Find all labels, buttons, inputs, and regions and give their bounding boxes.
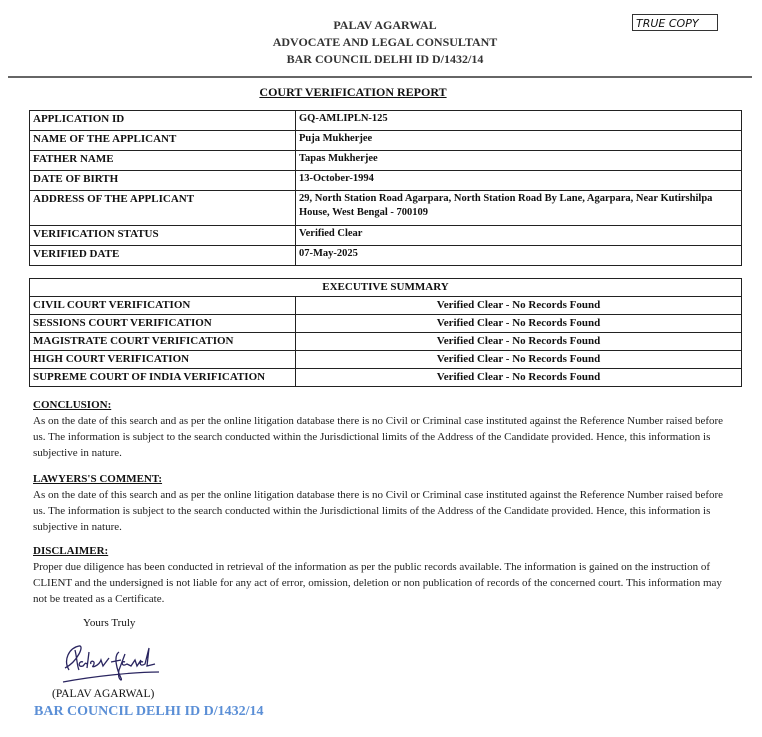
table-header-row bbox=[30, 279, 742, 297]
row-label: ADDRESS OF THE APPLICANT bbox=[30, 191, 296, 226]
row-label: VERIFIED DATE bbox=[30, 246, 296, 266]
table-row bbox=[30, 333, 742, 351]
row-label: VERIFICATION STATUS bbox=[30, 226, 296, 246]
row-value: 29, North Station Road Agarpara, North Station Road By Lane, Agarpara, Near Kutirshilpa House, West Bengal - 700109 bbox=[296, 191, 742, 226]
report-title: COURT VERIFICATION REPORT bbox=[259, 85, 447, 99]
advocate-name: PALAV AGARWAL bbox=[333, 18, 437, 32]
true-copy-stamp: TRUE COPY bbox=[632, 14, 718, 31]
disclaimer-text: Proper due diligence has been conducted in retrieval of the information as per the public records available. The information is gained on the instruction of CLIENT and the undersigned is not liable for any act of error, omission, deletion or non publication of records of the concerned court. This information may not be treated as a Certificate. bbox=[33, 561, 722, 605]
lawyers-comment-heading: LAWYERS'S COMMENT: bbox=[33, 473, 163, 485]
row-value: Verified Clear - No Records Found bbox=[296, 315, 742, 333]
header-divider bbox=[8, 76, 752, 78]
row-label: FATHER NAME bbox=[30, 151, 296, 171]
closing-text: Yours Truly bbox=[83, 617, 136, 629]
table-row bbox=[30, 151, 742, 171]
table-row bbox=[30, 171, 742, 191]
row-label: MAGISTRATE COURT VERIFICATION bbox=[30, 333, 296, 351]
summary-heading: EXECUTIVE SUMMARY bbox=[30, 279, 742, 297]
row-value: Tapas Mukherjee bbox=[296, 151, 742, 171]
advocate-designation: ADVOCATE AND LEGAL CONSULTANT bbox=[272, 35, 498, 49]
signatory-name: (PALAV AGARWAL) bbox=[52, 688, 155, 700]
conclusion-text: As on the date of this search and as per the online litigation database there is no Civil or Criminal case instituted against the Reference Number raised before us. The information is subject to the search conducted within the Jurisdictional limits of the Address of the Candidate provided. Hence, this information is subjective in nature. bbox=[33, 415, 724, 459]
conclusion-section bbox=[33, 397, 733, 461]
row-label: NAME OF THE APPLICANT bbox=[30, 131, 296, 151]
row-value: Verified Clear - No Records Found bbox=[296, 333, 742, 351]
conclusion-heading: CONCLUSION: bbox=[33, 399, 112, 411]
row-value: Puja Mukherjee bbox=[296, 131, 742, 151]
table-row bbox=[30, 226, 742, 246]
row-value: Verified Clear - No Records Found bbox=[296, 369, 742, 387]
table-row bbox=[30, 131, 742, 151]
executive-summary-table bbox=[29, 278, 742, 387]
row-value: Verified Clear - No Records Found bbox=[296, 297, 742, 315]
signatory-bar-id: BAR COUNCIL DELHI ID D/1432/14 bbox=[34, 704, 264, 719]
row-label: SUPREME COURT OF INDIA VERIFICATION bbox=[30, 369, 296, 387]
table-row bbox=[30, 297, 742, 315]
row-value: 07-May-2025 bbox=[296, 246, 742, 266]
table-row bbox=[30, 191, 742, 226]
table-row bbox=[30, 246, 742, 266]
disclaimer-heading: DISCLAIMER: bbox=[33, 545, 109, 557]
lawyers-comment-text: As on the date of this search and as per the online litigation database there is no Civil or Criminal case instituted against the Reference Number raised before us. The information is subject to the search conducted within the Jurisdictional limits of the Address of the Candidate provided. Hence, this information is subjective in nature. bbox=[33, 489, 724, 533]
advocate-bar-id: BAR COUNCIL DELHI ID D/1432/14 bbox=[286, 52, 484, 66]
row-value: 13-October-1994 bbox=[296, 171, 742, 191]
table-row bbox=[30, 369, 742, 387]
table-row bbox=[30, 351, 742, 369]
disclaimer-section bbox=[33, 543, 733, 607]
row-value: Verified Clear - No Records Found bbox=[296, 351, 742, 369]
signature-image bbox=[55, 640, 165, 688]
row-label: SESSIONS COURT VERIFICATION bbox=[30, 315, 296, 333]
table-row bbox=[30, 315, 742, 333]
row-label: CIVIL COURT VERIFICATION bbox=[30, 297, 296, 315]
row-label: APPLICATION ID bbox=[30, 111, 296, 131]
lawyers-comment-section bbox=[33, 471, 733, 535]
row-label: DATE OF BIRTH bbox=[30, 171, 296, 191]
row-value: Verified Clear bbox=[296, 226, 742, 246]
table-row bbox=[30, 111, 742, 131]
applicant-details-table bbox=[29, 110, 742, 266]
row-value: GQ-AMLIPLN-125 bbox=[296, 111, 742, 131]
row-label: HIGH COURT VERIFICATION bbox=[30, 351, 296, 369]
